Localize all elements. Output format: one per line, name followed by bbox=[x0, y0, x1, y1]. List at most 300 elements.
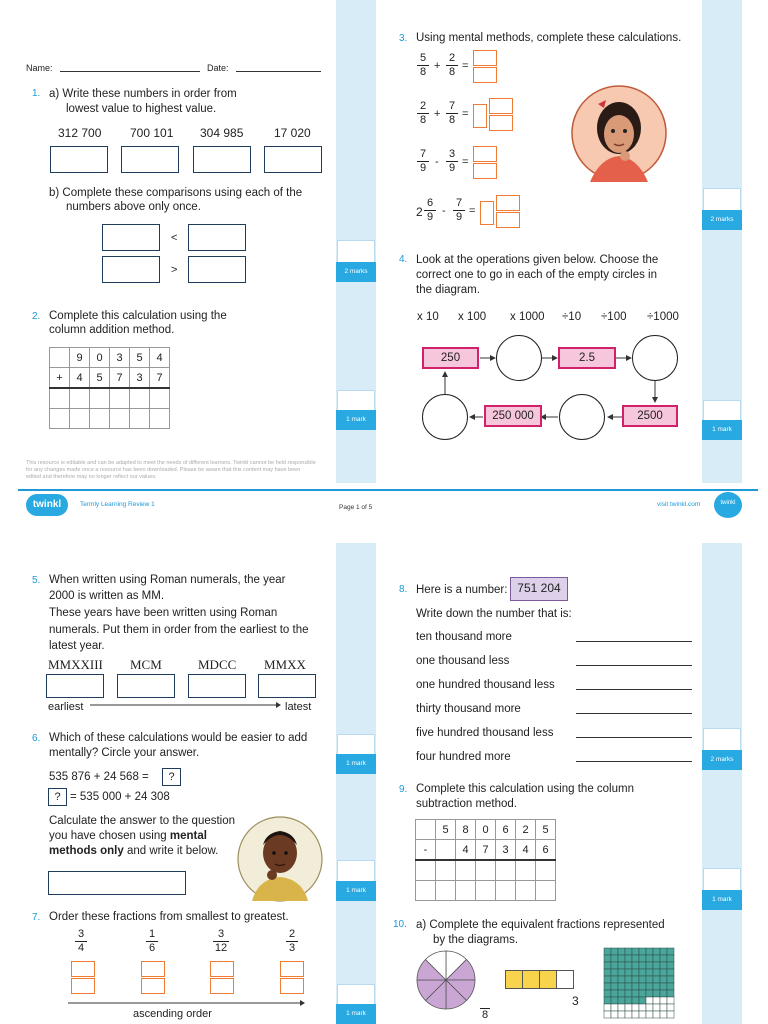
q3-c3-answer-num[interactable] bbox=[473, 146, 497, 162]
grid-square bbox=[625, 969, 632, 976]
grid-square bbox=[604, 990, 611, 997]
q6-marks-2: 1 mark bbox=[336, 881, 376, 901]
grid-square bbox=[667, 976, 674, 983]
q3-c4-answer-num[interactable] bbox=[496, 195, 520, 211]
grid-square bbox=[625, 948, 632, 955]
q6-marks-1: 1 mark bbox=[336, 754, 376, 774]
grid-square bbox=[625, 1011, 632, 1018]
grid-square bbox=[667, 997, 674, 1004]
q1-a-text-1: a) Write these numbers in order from bbox=[49, 88, 237, 100]
q3-c3-frac-b bbox=[446, 148, 458, 175]
q6-text-2: mentally? Circle your answer. bbox=[49, 747, 200, 759]
grid-square bbox=[653, 983, 660, 990]
q3-c4-whole: 2 bbox=[416, 205, 423, 219]
q10-pie-diagram bbox=[416, 950, 476, 1010]
q6-inst-bold-1: mental bbox=[169, 830, 207, 842]
q4-op-1: x 10 bbox=[417, 311, 439, 323]
q3-c4-op: - bbox=[442, 205, 446, 217]
q7-label: ascending order bbox=[133, 1008, 212, 1020]
q2-carry-row[interactable] bbox=[50, 409, 170, 429]
q10-number: 10. bbox=[393, 919, 407, 930]
grid-square bbox=[604, 997, 611, 1004]
grid-square bbox=[632, 1004, 639, 1011]
q7-answer-4-den[interactable] bbox=[280, 978, 304, 994]
q2-row-2 bbox=[50, 368, 170, 389]
q1-compare-box-4[interactable] bbox=[188, 256, 246, 283]
q8-item-6: four hundred more bbox=[416, 751, 511, 763]
q2-answer-row[interactable] bbox=[50, 388, 170, 409]
grid-cell: 3 bbox=[496, 840, 516, 861]
q6-text-1: Which of these calculations would be easier to add bbox=[49, 732, 308, 744]
grid-square bbox=[604, 948, 611, 955]
q4-op-4: ÷10 bbox=[562, 311, 582, 323]
grid-square bbox=[667, 1011, 674, 1018]
grid-square bbox=[660, 955, 667, 962]
q6-calc-1-answer[interactable]: ? bbox=[162, 768, 181, 786]
q6-inst-3: and write it below. bbox=[126, 845, 219, 857]
grid-square bbox=[653, 1011, 660, 1018]
q4-text-1: Look at the operations given below. Choose the bbox=[416, 254, 659, 266]
numerator: 2 bbox=[419, 100, 427, 112]
grid-cell: 4 bbox=[516, 840, 536, 861]
q8-answer-line-4[interactable] bbox=[576, 713, 692, 714]
q3-c4-answer-whole[interactable] bbox=[480, 201, 494, 225]
grid-square bbox=[604, 983, 611, 990]
denominator: 8 bbox=[417, 113, 429, 127]
q7-order-arrow bbox=[68, 999, 306, 1007]
q1-marks: 2 marks bbox=[336, 262, 376, 282]
grid-square bbox=[653, 948, 660, 955]
grid-square bbox=[660, 976, 667, 983]
q9-answer-row[interactable] bbox=[416, 860, 556, 881]
name-label: Name: bbox=[26, 63, 53, 73]
q3-text: Using mental methods, complete these calculations. bbox=[416, 32, 682, 44]
q4-circle-1[interactable] bbox=[496, 335, 542, 381]
grid-cell bbox=[436, 840, 456, 861]
grid-cell: 4 bbox=[456, 840, 476, 861]
q9-text-2: subtraction method. bbox=[416, 798, 518, 810]
q4-box-2-5: 2.5 bbox=[558, 347, 616, 369]
q7-frac-1 bbox=[75, 928, 87, 955]
grid-cell: 6 bbox=[536, 840, 556, 861]
q4-box-250: 250 bbox=[422, 347, 479, 369]
denominator: 8 bbox=[446, 65, 458, 79]
q9-extra-row[interactable] bbox=[416, 881, 556, 901]
grid-square bbox=[653, 990, 660, 997]
grid-square bbox=[625, 997, 632, 1004]
grid-square bbox=[632, 990, 639, 997]
grid-square bbox=[660, 1004, 667, 1011]
grid-cell: 7 bbox=[110, 368, 130, 389]
q3-c3-op: - bbox=[435, 156, 439, 168]
q5-latest: latest bbox=[285, 701, 312, 713]
grid-cell: 7 bbox=[476, 840, 496, 861]
grid-cell: 4 bbox=[70, 368, 90, 389]
grid-square bbox=[611, 997, 618, 1004]
q3-c4-eq: = bbox=[469, 205, 476, 217]
q4-box-2500: 2500 bbox=[622, 405, 678, 427]
grid-square bbox=[667, 948, 674, 955]
q6-inst-1: Calculate the answer to the question bbox=[49, 815, 236, 827]
q9-subtraction-grid bbox=[415, 819, 556, 901]
grid-square bbox=[618, 1004, 625, 1011]
q6-inst-line-3 bbox=[49, 844, 218, 859]
q8-answer-line-2[interactable] bbox=[576, 665, 692, 666]
q5-line-4: numerals. Put them in order from the earliest to the bbox=[49, 624, 309, 636]
grid-square bbox=[667, 955, 674, 962]
q9-row-1 bbox=[416, 820, 556, 840]
q5-answer-box-1[interactable] bbox=[46, 674, 104, 698]
twinkl-badge: twinkl bbox=[714, 492, 742, 518]
grid-square bbox=[611, 1011, 618, 1018]
grid-square bbox=[660, 983, 667, 990]
grid-square bbox=[653, 976, 660, 983]
grid-square bbox=[611, 962, 618, 969]
q8-answer-line-5[interactable] bbox=[576, 737, 692, 738]
grid-square bbox=[646, 997, 653, 1004]
grid-cell bbox=[50, 348, 70, 368]
q9-text-1: Complete this calculation using the column bbox=[416, 783, 634, 795]
q3-c3-answer-den[interactable] bbox=[473, 163, 497, 179]
q6-written-answer[interactable] bbox=[48, 871, 186, 895]
q3-c1-frac-a bbox=[417, 52, 429, 79]
name-line[interactable] bbox=[60, 71, 200, 72]
q7-frac-4 bbox=[286, 928, 298, 955]
grid-square bbox=[618, 969, 625, 976]
grid-cell: - bbox=[416, 840, 436, 861]
grid-cell: 3 bbox=[110, 348, 130, 368]
grid-cell: 5 bbox=[130, 348, 150, 368]
grid-cell: 4 bbox=[150, 348, 170, 368]
q7-answer-4-num[interactable] bbox=[280, 961, 304, 977]
grid-square bbox=[625, 955, 632, 962]
q7-text: Order these fractions from smallest to greatest. bbox=[49, 911, 289, 923]
q3-c1-answer-num[interactable] bbox=[473, 50, 497, 66]
q3-c2-answer-den[interactable] bbox=[489, 115, 513, 131]
q3-c4-frac-b bbox=[453, 197, 465, 224]
q1-compare-box-2[interactable] bbox=[188, 224, 246, 251]
grid-square bbox=[618, 997, 625, 1004]
grid-square bbox=[653, 969, 660, 976]
q6-calc-1: 535 876 + 24 568 = bbox=[49, 771, 149, 783]
grid-square bbox=[639, 976, 646, 983]
q1-compare-box-1[interactable] bbox=[102, 224, 160, 251]
numerator: 5 bbox=[419, 52, 427, 64]
q3-marks: 2 marks bbox=[702, 210, 742, 230]
grid-cell bbox=[416, 820, 436, 840]
date-label: Date: bbox=[207, 63, 229, 73]
grid-square bbox=[625, 983, 632, 990]
q5-earliest: earliest bbox=[48, 701, 84, 713]
q2-addition-grid bbox=[49, 347, 170, 429]
q9-mark-box[interactable] bbox=[703, 868, 741, 892]
denominator: 6 bbox=[146, 941, 158, 955]
grid-cell: 5 bbox=[536, 820, 556, 840]
q7-frac-3 bbox=[213, 928, 229, 955]
grid-square bbox=[632, 997, 639, 1004]
grid-square bbox=[618, 948, 625, 955]
q10-text-2: by the diagrams. bbox=[433, 934, 519, 946]
grid-square bbox=[604, 955, 611, 962]
grid-square bbox=[660, 1011, 667, 1018]
q6-number: 6. bbox=[32, 733, 41, 744]
date-line[interactable] bbox=[236, 71, 321, 72]
q3-c1-frac-b bbox=[446, 52, 458, 79]
q1-number-3: 304 985 bbox=[200, 126, 244, 140]
grid-cell: 9 bbox=[70, 348, 90, 368]
q6-inst-bold-2: methods only bbox=[49, 845, 124, 857]
q1-number-1: 312 700 bbox=[58, 126, 102, 140]
grid-square bbox=[618, 955, 625, 962]
grid-square bbox=[625, 976, 632, 983]
q8-number-box: 751 204 bbox=[510, 577, 568, 601]
q3-number: 3. bbox=[399, 33, 408, 44]
q3-c2-answer-num[interactable] bbox=[489, 98, 513, 114]
q5-line-1: When written using Roman numerals, the year bbox=[49, 574, 286, 586]
q5-answer-box-2[interactable] bbox=[117, 674, 175, 698]
q6-inst-line-2 bbox=[49, 829, 207, 844]
numerator: 6 bbox=[426, 197, 434, 209]
q4-circle-3[interactable] bbox=[559, 394, 605, 440]
grid-square bbox=[646, 983, 653, 990]
q8-answer-line-3[interactable] bbox=[576, 689, 692, 690]
q5-answer-box-4[interactable] bbox=[258, 674, 316, 698]
grid-square bbox=[639, 1011, 646, 1018]
grid-square bbox=[632, 962, 639, 969]
grid-square bbox=[646, 990, 653, 997]
q5-roman-2: MCM bbox=[130, 657, 162, 672]
q1-b-text-2: numbers above only once. bbox=[66, 201, 201, 213]
q1-answer-box-3[interactable] bbox=[193, 146, 251, 173]
numerator: 3 bbox=[217, 928, 225, 940]
q3-c2-op: + bbox=[434, 108, 441, 120]
q5-line-5: latest year. bbox=[49, 640, 105, 652]
q4-op-5: ÷100 bbox=[601, 311, 627, 323]
q9-row-2 bbox=[416, 840, 556, 861]
grid-square bbox=[611, 990, 618, 997]
q4-op-6: ÷1000 bbox=[647, 311, 679, 323]
q7-answer-1-num[interactable] bbox=[71, 961, 95, 977]
q8-answer-line-6[interactable] bbox=[576, 761, 692, 762]
grid-square bbox=[653, 955, 660, 962]
q8-mark-box[interactable] bbox=[703, 728, 741, 752]
q7-mark-box[interactable] bbox=[337, 984, 375, 1006]
numerator: 7 bbox=[448, 100, 456, 112]
footer-page: Page 1 of 5 bbox=[339, 504, 373, 511]
q4-marks: 1 mark bbox=[702, 420, 742, 440]
q8-answer-line-1[interactable] bbox=[576, 641, 692, 642]
grid-square bbox=[660, 948, 667, 955]
q3-c4-frac-a bbox=[424, 197, 436, 224]
q2-text-1: Complete this calculation using the bbox=[49, 310, 227, 322]
grid-cell: + bbox=[50, 368, 70, 389]
grid-cell: 6 bbox=[496, 820, 516, 840]
q3-c2-answer-whole[interactable] bbox=[473, 104, 487, 128]
grid-cell: 0 bbox=[476, 820, 496, 840]
grid-square bbox=[646, 1011, 653, 1018]
twinkl-logo: twinkl bbox=[26, 494, 68, 516]
q7-answer-2-num[interactable] bbox=[141, 961, 165, 977]
q3-c1-op: + bbox=[434, 60, 441, 72]
grid-square bbox=[639, 997, 646, 1004]
q8-item-5: five hundred thousand less bbox=[416, 727, 554, 739]
grid-square bbox=[604, 962, 611, 969]
grid-square bbox=[611, 969, 618, 976]
q3-c2-eq: = bbox=[462, 108, 469, 120]
grid-cell: 5 bbox=[436, 820, 456, 840]
grid-square bbox=[660, 969, 667, 976]
grid-square bbox=[632, 955, 639, 962]
grid-square bbox=[646, 948, 653, 955]
grid-square bbox=[618, 962, 625, 969]
q9-number: 9. bbox=[399, 784, 408, 795]
grid-square bbox=[611, 1004, 618, 1011]
denominator: 8 bbox=[446, 113, 458, 127]
q4-number: 4. bbox=[399, 254, 408, 265]
q1-greater-than: > bbox=[171, 264, 178, 276]
grid-square bbox=[639, 955, 646, 962]
footer-rule bbox=[18, 489, 758, 491]
q4-op-3: x 1000 bbox=[510, 311, 545, 323]
q8-marks: 2 marks bbox=[702, 750, 742, 770]
grid-square bbox=[646, 976, 653, 983]
grid-square bbox=[653, 997, 660, 1004]
q8-item-2: one thousand less bbox=[416, 655, 510, 667]
q3-mark-box[interactable] bbox=[703, 188, 741, 212]
q4-op-2: x 100 bbox=[458, 311, 487, 323]
q6-calc-2-answer[interactable]: ? bbox=[48, 788, 67, 806]
q1-answer-box-1[interactable] bbox=[50, 146, 108, 173]
q1-compare-box-3[interactable] bbox=[102, 256, 160, 283]
q1-number: 1. bbox=[32, 88, 41, 99]
q1-a-text-2: lowest value to highest value. bbox=[66, 103, 217, 115]
q4-circle-2[interactable] bbox=[632, 335, 678, 381]
q8-item-3: one hundred thousand less bbox=[416, 679, 555, 691]
q3-c3-frac-a bbox=[417, 148, 429, 175]
q8-item-1: ten thousand more bbox=[416, 631, 512, 643]
q7-answer-2-den[interactable] bbox=[141, 978, 165, 994]
q5-order-arrow bbox=[90, 701, 282, 709]
grid-square bbox=[653, 962, 660, 969]
grid-square bbox=[646, 962, 653, 969]
q5-roman-1: MMXXIII bbox=[48, 657, 103, 672]
grid-cell: 0 bbox=[90, 348, 110, 368]
denominator: 9 bbox=[453, 210, 465, 224]
boy-thinking-illustration bbox=[236, 815, 324, 903]
q3-c1-eq: = bbox=[462, 60, 469, 72]
numerator: 7 bbox=[419, 148, 427, 160]
numerator: 3 bbox=[448, 148, 456, 160]
grid-square bbox=[646, 1004, 653, 1011]
q3-c2-frac-a bbox=[417, 100, 429, 127]
grid-square bbox=[618, 1011, 625, 1018]
grid-square bbox=[618, 990, 625, 997]
footer-site: visit twinkl.com bbox=[657, 501, 701, 508]
q1-b-text-1: b) Complete these comparisons using each of the bbox=[49, 187, 303, 199]
q1-number-4: 17 020 bbox=[274, 126, 311, 140]
grid-square bbox=[639, 1004, 646, 1011]
grid-square bbox=[667, 962, 674, 969]
grid-square bbox=[632, 1011, 639, 1018]
grid-square bbox=[639, 962, 646, 969]
q2-mark-box[interactable] bbox=[337, 390, 375, 412]
q8-text: Here is a number: bbox=[416, 584, 508, 596]
grid-square bbox=[604, 969, 611, 976]
grid-square bbox=[604, 1004, 611, 1011]
q5-answer-box-3[interactable] bbox=[188, 674, 246, 698]
q2-text-2: column addition method. bbox=[49, 324, 175, 336]
numerator: 2 bbox=[288, 928, 296, 940]
denominator: 12 bbox=[214, 942, 228, 954]
q3-c4-answer-den[interactable] bbox=[496, 212, 520, 228]
numerator: 2 bbox=[448, 52, 456, 64]
grid-square bbox=[625, 990, 632, 997]
q7-answer-3-num[interactable] bbox=[210, 961, 234, 977]
q4-box-250000: 250 000 bbox=[484, 405, 542, 427]
grid-square bbox=[639, 983, 646, 990]
margin-strip-bottom-left bbox=[336, 543, 376, 1024]
grid-square bbox=[632, 976, 639, 983]
q1-answer-box-4[interactable] bbox=[264, 146, 322, 173]
q5-roman-3: MDCC bbox=[198, 657, 237, 672]
grid-cell: 8 bbox=[456, 820, 476, 840]
footer-title: Termly Learning Review 1 bbox=[80, 501, 155, 508]
q5-number: 5. bbox=[32, 575, 41, 586]
q7-marks: 1 mark bbox=[336, 1004, 376, 1024]
denominator: 9 bbox=[446, 161, 458, 175]
q7-answer-3-den[interactable] bbox=[210, 978, 234, 994]
q1-answer-box-2[interactable] bbox=[121, 146, 179, 173]
q4-text-3: the diagram. bbox=[416, 284, 480, 296]
denominator: 4 bbox=[75, 941, 87, 955]
denominator: 9 bbox=[417, 161, 429, 175]
q3-c1-answer-den[interactable] bbox=[473, 67, 497, 83]
q4-mark-box[interactable] bbox=[703, 400, 741, 422]
grid-square bbox=[625, 1004, 632, 1011]
q7-answer-1-den[interactable] bbox=[71, 978, 95, 994]
numerator: 7 bbox=[455, 197, 463, 209]
grid-square bbox=[660, 990, 667, 997]
grid-square bbox=[667, 990, 674, 997]
denominator: 9 bbox=[424, 210, 436, 224]
grid-cell: 3 bbox=[130, 368, 150, 389]
grid-square bbox=[604, 976, 611, 983]
grid-square bbox=[646, 969, 653, 976]
grid-square bbox=[660, 962, 667, 969]
grid-square bbox=[632, 983, 639, 990]
grid-square bbox=[639, 990, 646, 997]
grid-square bbox=[667, 1004, 674, 1011]
q2-row-1 bbox=[50, 348, 170, 368]
grid-square bbox=[667, 983, 674, 990]
denominator: 8 bbox=[417, 65, 429, 79]
grid-square bbox=[618, 976, 625, 983]
grid-square bbox=[611, 983, 618, 990]
q1-number-2: 700 101 bbox=[130, 126, 174, 140]
grid-cell: 5 bbox=[90, 368, 110, 389]
q4-circle-4[interactable] bbox=[422, 394, 468, 440]
grid-square bbox=[611, 955, 618, 962]
grid-square bbox=[632, 969, 639, 976]
q2-marks: 1 mark bbox=[336, 410, 376, 430]
q1-mark-box[interactable] bbox=[337, 240, 375, 264]
q5-line-3: These years have been written using Roman bbox=[49, 607, 278, 619]
q7-number: 7. bbox=[32, 912, 41, 923]
grid-square bbox=[653, 1004, 660, 1011]
q6-inst-2: you have chosen using bbox=[49, 830, 167, 842]
grid-cell: 7 bbox=[150, 368, 170, 389]
q3-c2-frac-b bbox=[446, 100, 458, 127]
